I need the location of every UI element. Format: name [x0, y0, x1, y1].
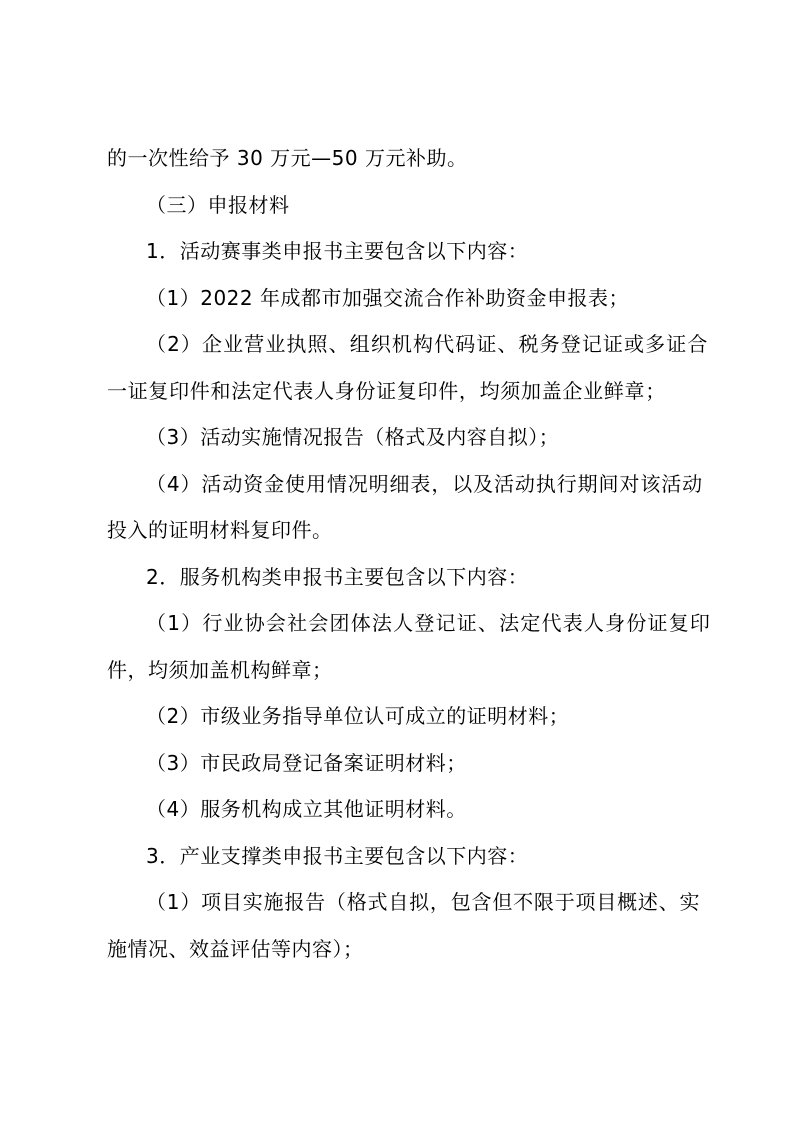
paragraph-subsidy-continuation: 的一次性给予 30 万元—50 万元补助。 — [107, 146, 468, 170]
list-item-activity-1: （1）2022 年成都市加强交流合作补助资金申报表； — [146, 286, 629, 310]
subheading-service-organizations: 2．服务机构类申报书主要包含以下内容： — [146, 565, 529, 589]
section-heading-application-materials: （三）申报材料 — [146, 193, 290, 217]
list-item-activity-4-continued: 投入的证明材料复印件。 — [107, 518, 333, 542]
list-item-service-2: （2）市级业务指导单位认可成立的证明材料； — [146, 704, 570, 728]
list-item-industry-1-continued: 施情况、效益评估等内容）； — [107, 937, 364, 961]
list-item-service-4: （4）服务机构成立其他证明材料。 — [146, 797, 467, 821]
subheading-activity-events: 1．活动赛事类申报书主要包含以下内容： — [146, 239, 529, 263]
subheading-industry-support: 3．产业支撑类申报书主要包含以下内容： — [146, 844, 529, 868]
list-item-service-3: （3）市民政局登记备案证明材料； — [146, 751, 467, 775]
list-item-service-1-continued: 件，均须加盖机构鲜章； — [107, 658, 333, 682]
list-item-service-1: （1）行业协会社会团体法人登记证、法定代表人身份证复印 — [146, 611, 712, 635]
list-item-activity-2: （2）企业营业执照、组织机构代码证、税务登记证或多证合 — [146, 332, 709, 356]
list-item-activity-3: （3）活动实施情况报告（格式及内容自拟）； — [146, 425, 560, 449]
list-item-industry-1: （1）项目实施报告（格式自拟，包含但不限于项目概述、实 — [146, 890, 701, 914]
list-item-activity-4: （4）活动资金使用情况明细表，以及活动执行期间对该活动 — [146, 472, 704, 496]
list-item-activity-2-continued: 一证复印件和法定代表人身份证复印件，均须加盖企业鲜章； — [107, 379, 666, 403]
